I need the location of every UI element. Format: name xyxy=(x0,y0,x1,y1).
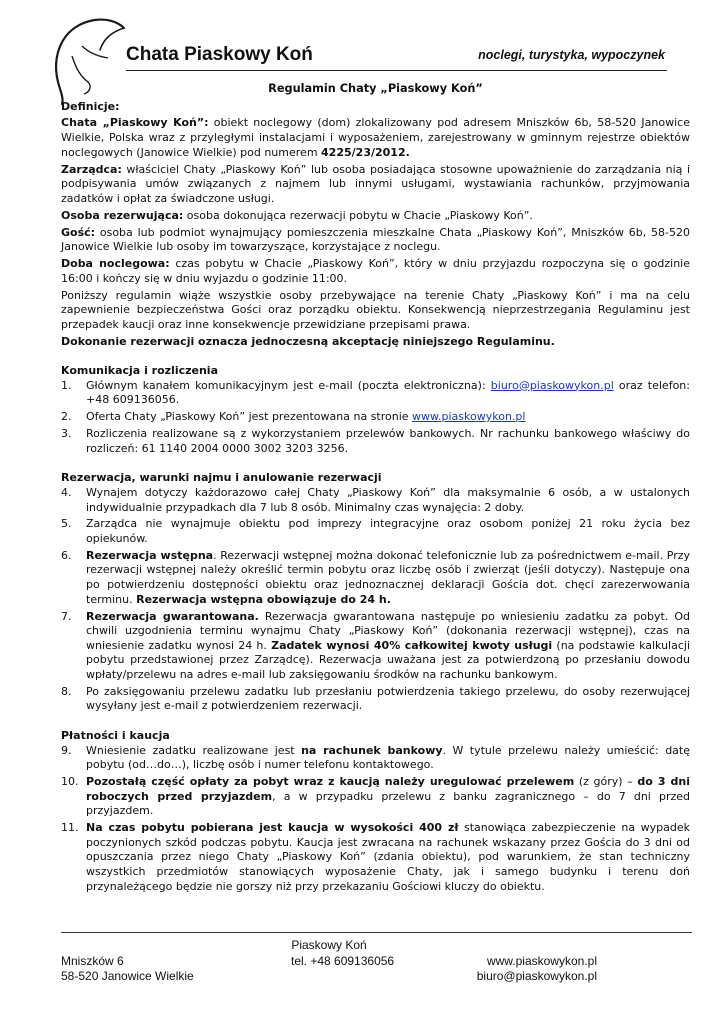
list-item: 1. Głównym kanałem komunikacyjnym jest e-mail (poczta elektroniczna): biuro@piaskowykon.pl oraz telefon: +48 609136056. xyxy=(61,378,690,407)
list-item: 3. Rozliczenia realizowane są z wykorzystaniem przelewów bankowych. Nr rachunku bankowego właściwy do rozliczeń: 61 1140 2004 0000 3002 3203 3256. xyxy=(61,427,690,455)
email-link[interactable]: biuro@piaskowykon.pl xyxy=(490,378,614,392)
definition-zarzadca: Zarządca: właściciel Chaty „Piaskowy Koń” lub osoba posiadająca stosowne upoważnienie do zarządzania nią i podpisywania umów związanych z najmem lub innymi usługami, wystawiania rachunków, przyjmowania zadatków i opłat za świadczone usługi. xyxy=(61,162,690,205)
footer-name: Piaskowy Koń xyxy=(291,938,367,952)
section-heading-komunikacja: Komunikacja i rozliczenia xyxy=(61,363,218,377)
footer-website: www.piaskowykon.pl xyxy=(486,953,597,968)
footer-phone: tel. +48 609136056 xyxy=(291,953,395,968)
definitions-heading: Definicje: xyxy=(61,99,120,113)
brand-tagline: noclegi, turystyka, wypoczynek xyxy=(478,48,665,62)
definition-gosc: Gość: osoba lub podmiot wynajmujący pomieszczenia mieszkalne Chata „Piaskowy Koń”, Mniszków 6b, 58-520 Janowice Wielkie lub osoby im towarzyszące, korzystające z noclegu. xyxy=(61,225,690,254)
footer-address-street: Mniszków 6 xyxy=(61,953,124,968)
acceptance-statement: Dokonanie rezerwacji oznacza jednoczesną akceptację niniejszego Regulaminu. xyxy=(61,334,555,348)
list-item: 8. Po zaksięgowaniu przelewu zadatku lub przesłaniu potwierdzenia takiego przelewu, do osoby rezerwującej wysyłany jest e-mail z potwierdzeniem rezerwacji. xyxy=(61,684,690,713)
intro-paragraph: Poniższy regulamin wiąże wszystkie osoby przebywające na terenie Chaty „Piaskowy Koń” i ma na celu zapewnienie bezpieczeństwa Gości oraz porządku obiektu. Konsekwencją nieprzestrzegania Regulaminu jest przepadek kaucji oraz inne konsekwencje przewidziane przepisami prawa. xyxy=(61,288,690,331)
header-divider xyxy=(126,70,667,71)
section-list-komunikacja xyxy=(61,379,690,457)
definition-osoba-rezerwujaca: Osoba rezerwująca: osoba dokonująca rezerwacji pobytu w Chacie „Piaskowy Koń”. xyxy=(61,208,533,222)
list-item: 6. Rezerwacja wstępna. Rezerwacji wstępnej można dokonać telefonicznie lub za pośrednictwem e-mail. Przy rezerwacji wstępnej należy określić termin pobytu oraz liczbę osób i zwierząt (jeśli dotyczy). Następuje ona po potwierdzeniu dostępności obiektu oraz jednoznacznej deklaracji Gościa dot. chęci zarezerwowania terminu. Rezerwacja wstępna obowiązuje do 24 h. xyxy=(61,548,691,606)
list-item: 10. Pozostałą część opłaty za pobyt wraz z kaucją należy uregulować przelewem (z góry) – do 3 dni roboczych przed przyjazdem, a w przypadku przelewu z banku zagranicznego – do 7 dni przed przyjazdem. xyxy=(61,775,690,818)
section-heading-rezerwacja: Rezerwacja, warunki najmu i anulowanie rezerwacji xyxy=(61,470,382,484)
section-list-platnosci xyxy=(61,744,690,895)
footer-email: biuro@piaskowykon.pl xyxy=(476,969,597,983)
list-item: 7. Rezerwacja gwarantowana. Rezerwacja gwarantowana następuje po wniesieniu zadatku za pobyt. Od chwili uzgodnienia terminu wynajmu Chaty „Piaskowy Koń” (dokonania rezerwacji wstępnej), czas na wniesienie zadatku wynosi 24 h. Zadatek wynosi 40% całkowitej kwoty usługi (na podstawie kalkulacji pobytu przedstawionej przez Zarządcę). Rezerwacja uważana jest za potwierdzoną po przesłaniu dowodu wpłaty/przelewu na adres e-mail lub zaksięgowaniu środków na rachunku bankowym. xyxy=(61,609,691,681)
footer-divider xyxy=(61,932,692,933)
website-link[interactable]: www.piaskowykon.pl xyxy=(412,410,526,424)
list-item: 9. Wniesienie zadatku realizowane jest na rachunek bankowy. W tytule przelewu należy umieścić: datę pobytu (od…do…), liczbę osób i numer telefonu kontaktowego. xyxy=(61,743,690,772)
list-item: 5. Zarządca nie wynajmuje obiektu pod imprezy integracyjne oraz osobom poniżej 21 roku życia bez opiekunów. xyxy=(61,517,690,545)
list-item: 2. Oferta Chaty „Piaskowy Koń” jest prezentowana na stronie www.piaskowykon.pl xyxy=(61,410,526,424)
section-heading-platnosci: Płatności i kaucja xyxy=(61,728,170,742)
list-item: 11. Na czas pobytu pobierana jest kaucja w wysokości 400 zł stanowiąca zabezpieczenie na wypadek poczynionych szkód podczas pobytu. Kaucja jest zwracana na rachunek wskazany przez Gościa do 3 dni od opuszczania przez niego Chaty „Piaskowy Koń” (zdania obiektu), pod warunkiem, że stan techniczny wszystkich przedmiotów stanowiących wyposażenie Chaty, jak i samego budynku i terenu doń przynależącego będzie nie gorszy niż przy przekazaniu Gościowi kluczy do obiektu. xyxy=(61,821,690,893)
definition-chata: Chata „Piaskowy Koń”: obiekt noclegowy (dom) zlokalizowany pod adresem Mniszków 6b, 58-520 Janowice Wielkie, Polska wraz z przyległymi instalacjami i wyposażeniem, zarejestrowany w gminnym rejestrze obiektów noclegowych (Janowice Wielkie) pod numerem 4225/23/2012. xyxy=(61,116,690,159)
page-footer xyxy=(61,938,597,985)
brand-title: Chata Piaskowy Koń xyxy=(126,44,313,65)
footer-address-city: 58-520 Janowice Wielkie xyxy=(61,969,194,983)
section-list-rezerwacja xyxy=(61,486,690,714)
document-body xyxy=(61,82,690,896)
list-item: 4. Wynajem dotyczy każdorazowo całej Chaty „Piaskowy Koń” dla maksymalnie 6 osób, a w ustalonych indywidualnie przypadkach dla 7 lub 8 osób. Minimalny czas wynajęcia: 2 doby. xyxy=(61,485,690,514)
document-title: Regulamin Chaty „Piaskowy Koń” xyxy=(268,82,483,95)
definition-doba: Doba noclegowa: czas pobytu w Chacie „Piaskowy Koń”, który w dniu przyjazdu rozpoczyna się o godzinie 16:00 i kończy się w dniu wyjazdu o godzinie 11:00. xyxy=(61,257,690,285)
